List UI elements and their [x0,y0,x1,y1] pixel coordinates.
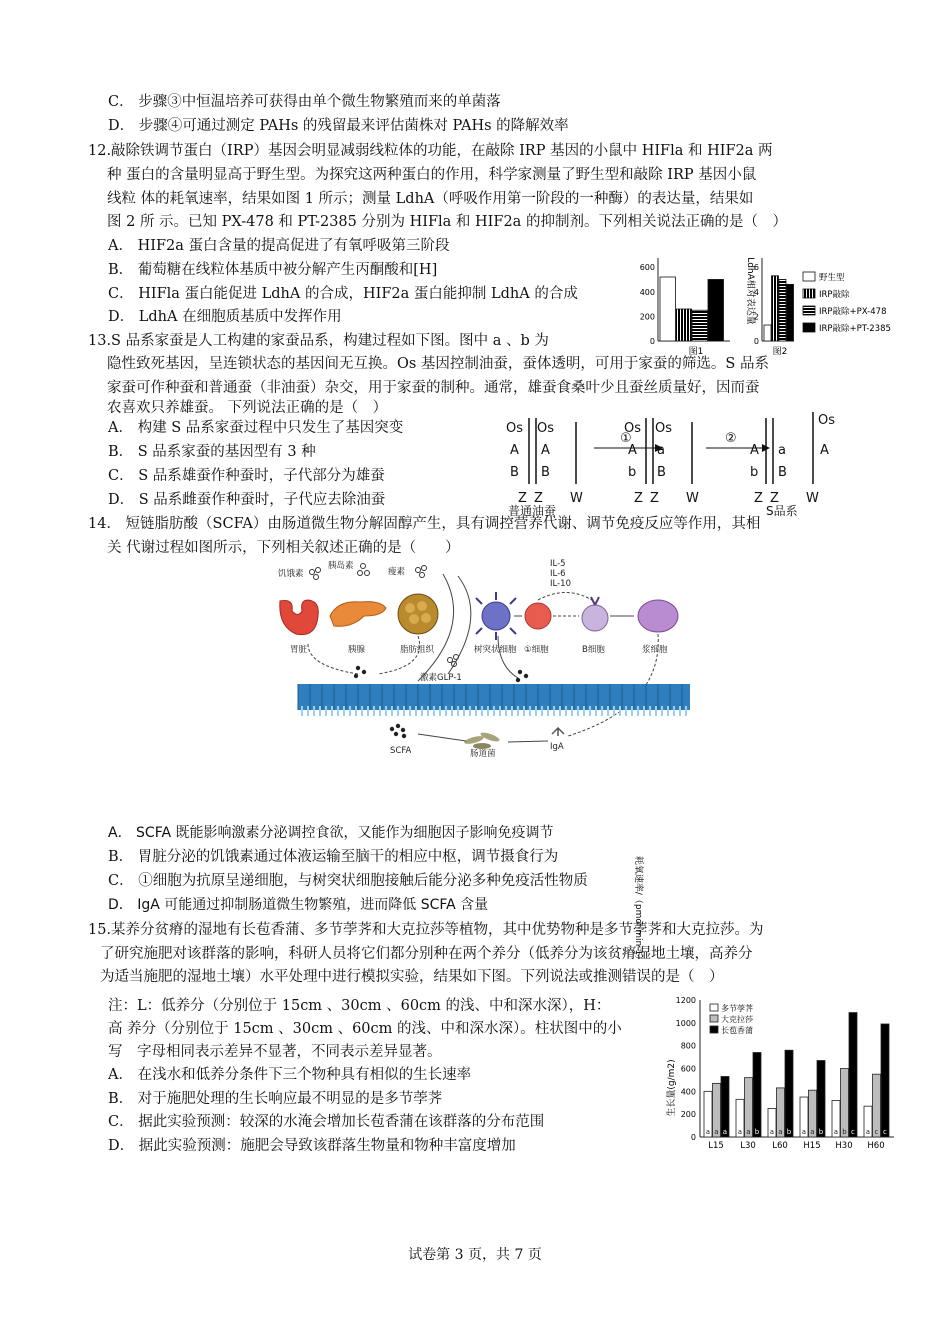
significance-letter: a [714,1128,719,1136]
bar-图1-1 [676,309,692,341]
option-d-prev: D． 步骤④可通过测定 PAHs 的残留最来评估菌株对 PAHs 的降解效率 [108,118,569,134]
q15-note: 写 字母相同表示差异不显著，不同表示差异显著。 [108,1044,442,1060]
question-13-text: 13.S 品系家蚕是人工构建的家蚕品系，构建过程如下图。图中 a 、b 为 [88,333,549,349]
legend-label: IRP敲除+PT-2385 [819,324,891,334]
q15-ylabel: 生长量(g/m2) [667,1059,677,1117]
chrom-z: Z [534,491,543,506]
label-stomach: 胃脏 [290,645,308,655]
gene-b: B [510,465,519,480]
legend-label: 大克拉莎 [721,1015,753,1024]
question-15-text: 为适当施肥的湿地土壤）水平处理中进行模拟实验，结果如下图。下列说法或推测错误的是（ ） [100,969,724,985]
q15-option-a: A． 在浅水和低养分条件下三个物种具有相似的生长速率 [108,1067,472,1083]
significance-letter: a [722,1128,728,1136]
question-15-text: 15.某养分贫瘠的湿地有长苞香蒲、多节荸荠和大克拉莎等植物，其中优势物种是多节荸荠和大克拉莎。为 [88,922,764,938]
q15-option-d: D． 据此实验预测：施肥会导致该群落生物量和物种丰富度增加 [108,1138,516,1154]
pancreas-icon [330,602,386,627]
label-adipose: 脂肪组织 [400,645,435,655]
bar-图2-1 [772,276,779,341]
q14-option-a: A． SCFA 既能影响激素分泌调控食欲，又能作为细胞因子影响免疫调节 [108,825,554,841]
significance-letter: b [818,1128,824,1136]
question-14-text: 14． 短链脂肪酸（SCFA）由肠道微生物分解固醇产生，具有调控营养代谢、调节免疫反应等作用，其相 [88,516,761,532]
bar-图2-3 [787,284,794,341]
q15-option-b: B． 对于施肥处理的生长响应最不明显的是多节荸荠 [108,1091,443,1107]
label-scfa: SCFA [390,746,412,756]
question-12-text: 图 2 所 示。已知 PX-478 和 PT-2385 分别为 HIFla 和 HIF2a 的抑制剂。下列相关说法正确的是（ ） [107,214,787,230]
ytick-label: 800 [680,1041,696,1051]
bar-图1-0 [660,277,676,341]
q13-option-a: A． 构建 S 品系家蚕过程中只发生了基因突变 [108,420,404,436]
xtick-label: L15 [708,1141,724,1151]
significance-letter: a [865,1128,871,1136]
q12-option-d: D． LdhA 在细胞质基质中发挥作用 [108,309,342,325]
gene-os: Os [818,413,836,428]
q13-option-c: C． S 品系雄蚕作种蚕时，子代部分为雄蚕 [108,468,385,484]
xtick-label: L60 [772,1141,788,1151]
significance-letter: a [737,1128,743,1136]
question-13-text: 家蚕可作种蚕和普通蚕（非油蚕）杂交，用于家蚕的制种。通常，雄蚕食桑叶少且蚕丝质量好，因而蚕 [107,380,760,396]
q13-chromosome-diagram [500,406,845,516]
gut-bacteria-icon [464,731,501,749]
ytick-label: 2 [753,312,759,322]
step-2: ② [725,431,737,446]
significance-letter: a [833,1128,839,1136]
bar-H30-大克拉莎 [841,1069,849,1138]
legend-label: IRP敲除 [819,290,850,300]
iga-icon [552,728,564,736]
q12-option-a: A． HIF2a 蛋白含量的提高促进了有氧呼吸第三阶段 [108,238,450,254]
q15-note: 高 养分（分别位于 15cm 、30cm 、60cm 的浅、中和深水深）。柱状图中的小 [108,1021,622,1037]
gene-b: B [657,465,666,480]
significance-letter: a [746,1128,751,1136]
gene-a-recessive: a [778,443,786,458]
gene-a: A [510,443,519,458]
legend-swatch [803,272,815,281]
gene-b-recessive: b [750,465,759,480]
significance-letter: b [786,1128,792,1136]
ytick-label: 0 [690,1133,696,1142]
label-s-strain: S品系 [766,504,798,518]
significance-letter: b [842,1128,847,1136]
fig2-ylabel: LdhA相对表达量 [745,257,755,325]
ytick-label: 200 [639,312,655,322]
significance-letter: a [810,1128,815,1136]
question-13-text: 农喜欢只养雄蚕。 下列说法正确的是（ ） [107,400,388,416]
legend-swatch [710,1004,718,1011]
significance-letter: c [851,1128,855,1136]
ytick-label: 600 [680,1064,696,1074]
q13-option-b: B． S 品系家蚕的基因型有 3 种 [108,444,316,460]
gene-a-recessive: a [657,443,665,458]
significance-letter: c [883,1128,887,1136]
question-12-text: 种 蛋白的含量明显高于野生型。为探究这两种蛋白的作用，科学家测量了野生型和敲除 IRP 基因小鼠 [107,167,757,183]
xtick-label: L30 [740,1141,756,1151]
fig2-title: 图2 [772,347,788,357]
bar-L30-长苞香蒲 [753,1053,761,1137]
gene-a: A [541,443,550,458]
gene-os: Os [624,421,642,436]
label-gut-bacteria: 肠道菌 [470,749,496,759]
bar-H30-长苞香蒲 [849,1013,857,1137]
question-13-text: 隐性致死基因，呈连锁状态的基因间无互换。Os 基因控制油蚕，蚕体透明，可用于家蚕的筛选。S 品系 [107,356,769,372]
ytick-label: 1200 [675,996,696,1005]
q15-note: 注：L：低养分（分别位于 15cm 、30cm 、60cm 的浅、中和深水深），H： [108,998,611,1014]
label-plasma-cell: 浆细胞 [642,645,668,655]
label-dendritic-cell: 树突状细胞 [474,645,517,655]
label-pancreas: 胰腺 [348,645,366,655]
legend-swatch [803,306,815,315]
q14-option-d: D． IgA 可能通过抑制肠道微生物繁殖，进而降低 SCFA 含量 [108,897,489,913]
ytick-label: 0 [753,337,759,346]
chrom-w: W [806,491,819,506]
label-il5: IL-5 [550,559,566,569]
significance-letter: a [801,1128,807,1136]
chrom-z: Z [754,491,763,506]
q12-option-c: C． HIFla 蛋白能促进 LdhA 的合成，HIF2a 蛋白能抑制 LdhA 的合成 [108,286,578,302]
question-12-text: 12.敲除铁调节蛋白（IRP）基因会明显减弱线粒体的功能，在敲除 IRP 基因的小鼠中 HIFla 和 HIF2a 两 [88,143,773,159]
plasma-cell-icon [638,600,678,632]
label-leptin: 瘦素 [388,567,406,577]
significance-letter: a [778,1128,783,1136]
q12-option-b: B． 葡萄糖在线粒体基质中被分解产生丙酮酸和[H] [108,262,438,278]
label-b-cell: B细胞 [582,645,605,655]
xtick-label: H15 [803,1141,821,1151]
gene-b-recessive: b [628,465,637,480]
q15-growth-chart [660,990,900,1155]
gene-a: A [820,443,829,458]
legend-swatch [803,323,815,332]
chrom-w: W [570,491,583,506]
bar-图1-3 [708,279,724,341]
chrom-z: Z [518,491,527,506]
label-iga: IgA [550,742,564,752]
label-insulin: 胰岛素 [328,561,354,571]
gene-a: A [750,443,759,458]
page-footer: 试卷第 3 页，共 7 页 [408,1247,542,1263]
step-1: ① [620,431,632,446]
ytick-label: 400 [680,1087,696,1097]
legend-label: 多节荸荠 [721,1004,753,1013]
legend-swatch [710,1015,718,1022]
label-cell-1: ①细胞 [524,645,549,655]
gene-b: B [778,465,787,480]
chrom-z: Z [770,491,779,506]
chrom-w: W [686,491,699,506]
bar-H15-长苞香蒲 [817,1061,825,1137]
xtick-label: H30 [835,1141,853,1151]
ytick-label: 1000 [675,1018,696,1028]
label-glp1: 激素GLP-1 [420,673,462,683]
ytick-label: 0 [649,337,655,346]
chrom-z: Z [634,491,643,506]
bar-图1-2 [692,310,708,341]
gene-os: Os [537,421,555,436]
bar-H60-长苞香蒲 [881,1024,889,1137]
q14-option-c: C． ①细胞为抗原呈递细胞，与树突状细胞接触后能分泌多种免疫活性物质 [108,873,588,889]
dendritic-cell-icon [476,592,516,640]
label-il10: IL-10 [550,579,571,589]
gene-os: Os [506,421,524,436]
ytick-label: 4 [753,287,759,297]
gene-os: Os [655,421,673,436]
legend-label: 长苞香蒲 [721,1026,753,1035]
label-il6: IL-6 [550,569,566,579]
b-cell-icon [582,597,608,631]
significance-letter: a [769,1128,775,1136]
legend-swatch [803,289,815,298]
significance-letter: b [754,1128,760,1136]
gene-b: B [541,465,550,480]
question-15-text: 了研究施肥对该群落的影响，科研人员将它们都分别种在两个养分（低养分为该贫瘠湿地土壤，高养分 [100,946,753,962]
adipose-tissue-icon [398,594,438,634]
chrom-z: Z [650,491,659,506]
ytick-label: 600 [639,263,655,273]
bar-L60-长苞香蒲 [785,1050,793,1137]
q13-option-d: D． S 品系雌蚕作种蚕时，子代应去除油蚕 [108,492,386,508]
q14-scfa-figure [268,556,684,770]
label-ghrelin: 饥饿素 [278,569,304,579]
significance-letter: a [705,1128,711,1136]
question-14-text: 关 代谢过程如图所示，下列相关叙述正确的是（ ） [107,540,460,556]
ytick-label: 400 [639,287,655,297]
xtick-label: H60 [867,1141,885,1151]
option-c-prev: C． 步骤③中恒温培养可获得由单个微生物繁殖而来的单菌落 [108,94,501,110]
label-normal-oil-silkworm: 普通油蚕 [508,504,557,518]
fig1-title: 图1 [688,347,704,357]
stomach-icon [280,600,318,635]
bar-图2-0 [764,325,771,341]
cell-1-icon [525,603,551,629]
significance-letter: c [874,1128,879,1136]
legend-label: 野生型 [819,273,845,283]
ytick-label: 200 [680,1110,696,1120]
q14-option-b: B． 胃脏分泌的饥饿素通过体液运输至脑干的相应中枢，调节摄食行为 [108,849,559,865]
fig1-ylabel: 耗氧速率/（pmol·min-1） [633,855,643,965]
legend-label: IRP敲除+PX-478 [819,307,887,317]
q15-option-c: C． 据此实验预测：较深的水淹会增加长苞香蒲在该群落的分布范围 [108,1114,545,1130]
question-12-text: 线粒 体的耗氧速率，结果如图 1 所示；测量 LdhA（呼吸作用第一阶段的一种酶）的表达量，结果如 [107,191,754,207]
gene-a: A [628,443,637,458]
bar-图2-2 [779,279,786,341]
legend-swatch [710,1026,718,1033]
ytick-label: 6 [753,263,759,273]
